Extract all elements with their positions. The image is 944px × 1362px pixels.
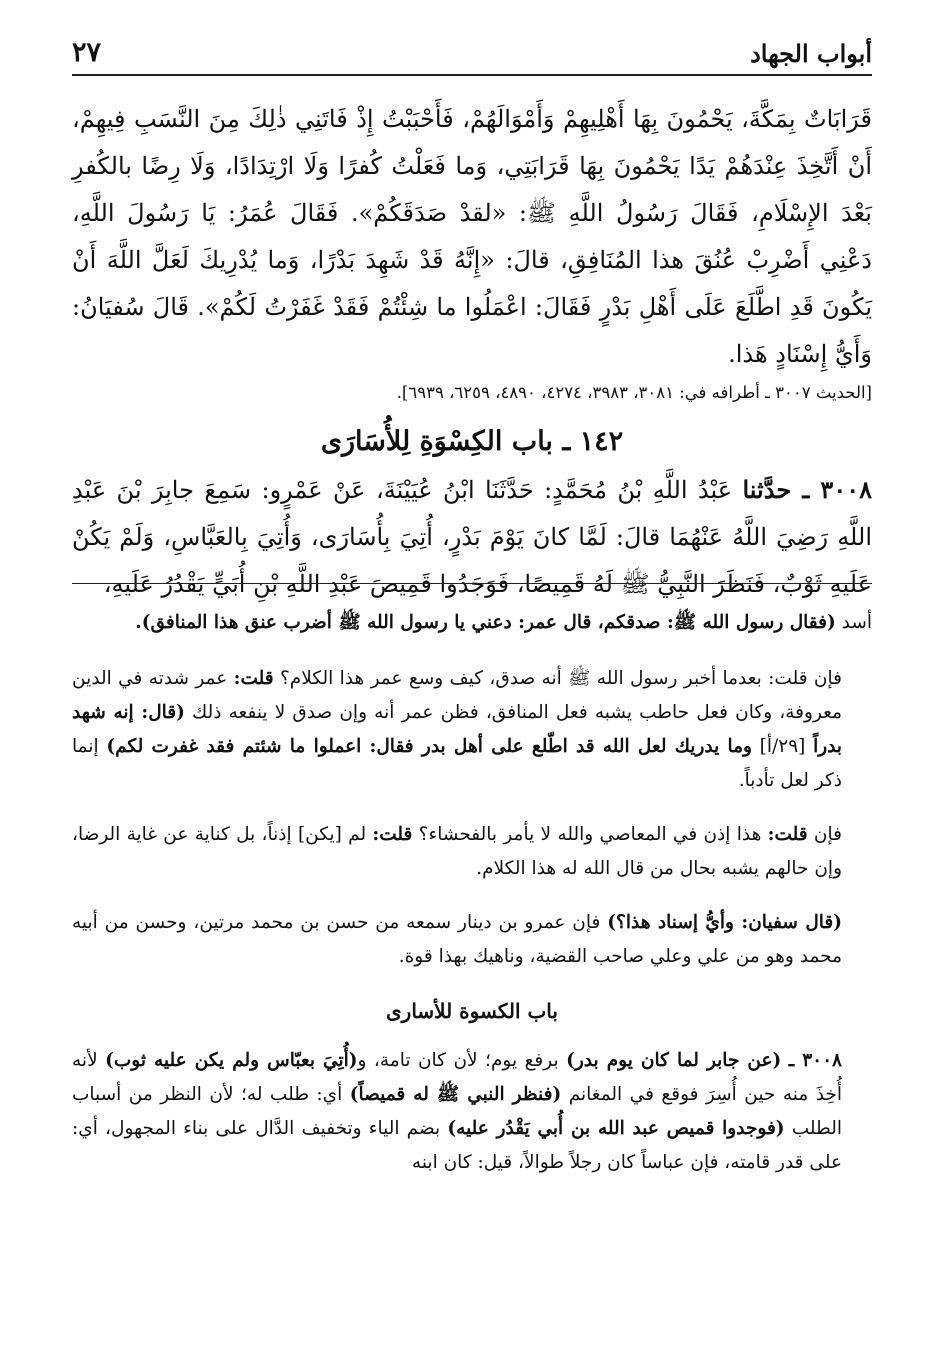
commentary-block: [72, 606, 872, 1200]
commentary-para-3: [72, 818, 872, 886]
hadith-3007-ending: قَرَابَاتٌ بِمَكَّةَ، يَحْمُونَ بِهَا أَهْلِيهِمْ وَأَمْوَالَهُمْ، فَأَحْبَبْتُ إِذْ فَاتَنِي ذٰلِكَ مِنَ النَّسَبِ فِيهِمْ، أَنْ أَتَّخِذَ عِنْدَهُمْ يَدًا يَحْمُونَ بِهَا قَرَابَتِي، وَما فَعَلْتُ كُفرًا وَلَا ارْتِدَادًا، وَلَا رِضًا بالكُفرِ بَعْدَ الإِسْلَامِ، فَقَالَ رَسُولُ اللَّهِ ﷺ: «لقدْ صَدَقَكُمْ». فَقَالَ عُمَرُ: يَا رَسُولَ اللَّهِ، دَعْنِي أَضْرِبْ عُنُقَ هذا المُنَافِقِ، قالَ: «إِنَّهُ قَدْ شَهِدَ بَدْرًا، وَما يُدْرِيكَ لَعَلَّ اللَّهَ أَنْ يَكُونَ قَدِ اطَّلَعَ عَلَى أَهْلِ بَدْرٍ فَقَالَ: اعْمَلُوا ما شِئْتُمْ فَقَدْ غَفَرْتُ لَكُمْ». قَالَ سُفيَانُ: وَأَيُّ إِسْنَادٍ هَذا.: [72, 105, 872, 368]
separator-rule: [72, 583, 872, 584]
quoted-matn: (أُتِيَ بعبّاس ولم يكن عليه ثوب): [105, 1050, 358, 1071]
qultu-marker: قلت:: [233, 668, 274, 689]
commentary-para-5: [72, 1044, 872, 1180]
chapter-heading: ١٤٢ ـ باب الكِسْوَةِ لِلأُسَارَى: [320, 426, 624, 457]
quoted-matn: (قال: إنه شهد بدراً: [72, 702, 842, 757]
quoted-matn: (فقال رسول الله ﷺ: صدقكم، قال عمر: دعني يا رسول الله ﷺ أضرب عنق هذا المنافق).: [135, 612, 836, 633]
qultu-marker: قلت:: [372, 824, 413, 845]
commentary-para-1: [72, 606, 872, 640]
commentary-text: هذا إذن في المعاصي والله لا يأمر بالفحشاء؟: [418, 824, 762, 845]
commentary-text: لم [يكن] إذناً، بل كناية عن غاية الرضا، وإن حالهم يشبه بحال من قال الله له هذا الكلام.: [72, 824, 842, 879]
qultu-marker: قلت:: [767, 824, 808, 845]
hadith-3008-text: عَبْدُ اللَّهِ بْنُ مُحَمَّدٍ: حَدَّثَنَا ابْنُ عُيَيْنَةَ، عَنْ عَمْرٍو: سَمِعَ جابِرَ بْنَ عَبْدِ اللَّهِ رَضِيَ اللَّهُ عَنْهُمَا قالَ: لَمَّا كانَ يَوْمَ بَدْرٍ، أُتِيَ بِأُسَارَى، وَأُتِيَ بِالعَبَّاسِ، وَلَمْ يَكُنْ عَلَيهِ ثَوْبٌ، فَنَظَرَ النَّبِيُّ ﷺ لَهُ قَمِيصًا، فَوَجَدُوا قَمِيصَ عَبْدِ اللَّهِ بْنِ أُبَيٍّ يَقْدُرُ عَلَيهِ،: [72, 476, 872, 598]
quoted-matn: (قال سفيان: وأيُّ إسناد هذا؟): [607, 912, 842, 933]
commentary-text: إنما ذكر لعل تأدباً.: [72, 736, 842, 791]
quoted-matn: (فوجدوا قميص عبد الله بن أُبي يَقْدُر عليه): [447, 1118, 785, 1139]
hadith-3008: [72, 466, 872, 608]
commentary-text: فإن عمرو بن دينار سمعه من حسن بن محمد مرتين، وحسن من أبيه محمد وهو من علي وعلي صاحب القضية، وناهيك بهذا قوة.: [72, 912, 842, 967]
commentary-text: فإن قلت: بعدما أخبر رسول الله ﷺ أنه صدق، كيف وسع عمر هذا الكلام؟: [279, 668, 842, 689]
commentary-text: لأنه أُخِذَ منه حين أُسِرَ فوقع في المغانم: [72, 1050, 842, 1105]
manuscript-folio-marker: [٢٩/أ]: [759, 736, 806, 757]
page-header: [72, 28, 872, 76]
commentary-text: عمر شدته في الدين معروفة، وكان فعل حاطب يشبه فعل المنافق، فظن عمر أنه وإن صدق لا ينفعه ذلك: [72, 668, 842, 723]
hadith-number: ٣٠٠٨ ـ حدَّثنا: [742, 475, 872, 504]
quoted-matn: (فنظر النبي ﷺ له قميصاً): [349, 1084, 562, 1105]
hadith-number: ٣٠٠٨ ـ: [788, 1050, 842, 1071]
hadith-text-block: [72, 96, 872, 608]
commentary-text: بضم الياء وتخفيف الدَّال على بناء المجهول، أي: على قدر قامته، فإن عباساً كان رجلاً طوالاً، قيل: كان ابنه: [72, 1118, 842, 1173]
quoted-matn: (عن جابر لما كان يوم بدر): [566, 1050, 782, 1071]
commentary-text: أسد: [841, 612, 872, 633]
commentary-text: برفع يوم؛ لأن كان تامة، و: [357, 1050, 559, 1071]
running-title: أبواب الجهاد: [750, 39, 872, 68]
page-number: ٢٧: [72, 37, 102, 68]
commentary-text: أي: طلب له؛ لأن النظر من أسباب الطلب: [72, 1084, 842, 1139]
commentary-chapter-heading: باب الكسوة للأسارى: [386, 999, 558, 1023]
commentary-text: فإن: [813, 824, 842, 845]
quoted-matn: وما يدريك لعل الله قد اطّلع على أهل بدر فقال: اعملوا ما شئتم فقد غفرت لكم): [106, 736, 752, 757]
commentary-para-4: [72, 906, 872, 974]
commentary-para-2: [72, 662, 872, 798]
hadith-reference: [الحديث ٣٠٠٧ ـ أطرافه في: ٣٠٨١، ٣٩٨٣، ٤٢٧٤، ٤٨٩٠، ٦٢٥٩، ٦٩٣٩].: [396, 383, 872, 402]
